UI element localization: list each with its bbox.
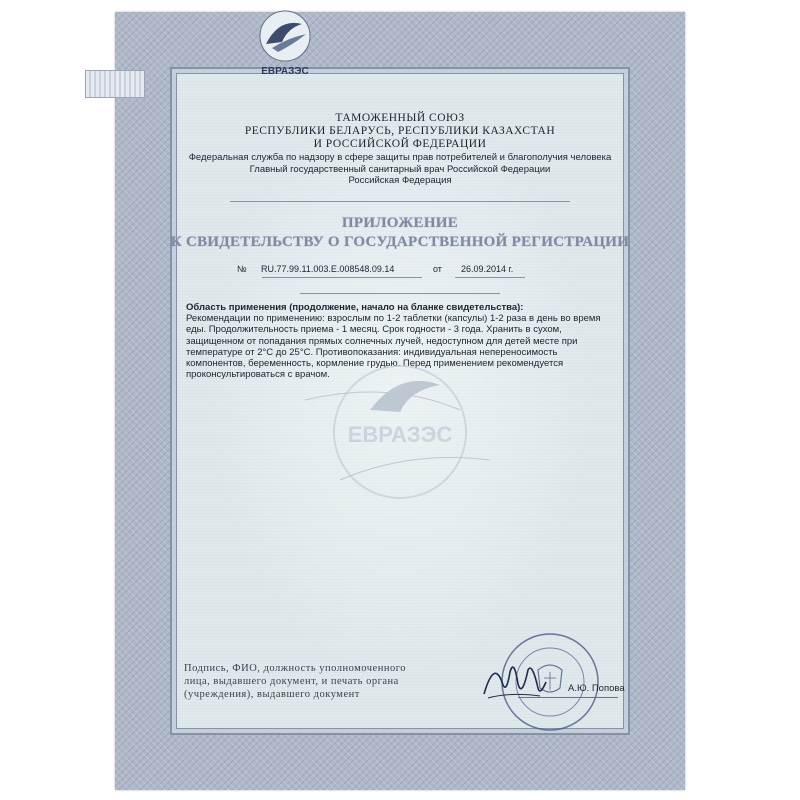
signature-caption-line-2: лица, выдавшего документ, и печать органа <box>184 676 399 687</box>
number-label: № <box>237 264 247 274</box>
union-line-3: И РОССИЙСКОЙ ФЕДЕРАЦИИ <box>313 138 487 150</box>
registration-number: RU.77.99.11.003.E.008548.09.14 <box>261 264 395 274</box>
signer-underline <box>518 697 618 698</box>
agency-line-3: Российская Федерация <box>348 175 452 186</box>
scope-text: Рекомендации по применению: взрослым по 1-2 таблетки (капсулы) 1-2 раза в день во время еды. Продолжительность приема - 1 месяц. Срок годности - 3 года. Хранить в сухом, защищенном от попадания прямых солнечных лучей, недоступном для детей месте при температуре от 2°С до 25°С. Противопоказания: индивидуальная непереносимость компонентов, беременность, кормление грудью. Перед применением рекомендуется проконсультироваться с врачом. <box>186 313 601 381</box>
security-serial-box <box>85 70 145 98</box>
signature-icon <box>480 652 550 708</box>
signature-caption-line-1: Подпись, ФИО, должность уполномоченного <box>184 663 406 674</box>
title-line-2: К СВИДЕТЕЛЬСТВУ О ГОСУДАРСТВЕННОЙ РЕГИСТРАЦИИ <box>170 234 630 250</box>
date-underline <box>455 277 525 278</box>
emblem-caption: ЕВРАЗЭС <box>261 66 309 77</box>
scope-heading: Область применения (продолжение, начало на бланке свидетельства): <box>186 302 524 313</box>
agency-block <box>60 152 740 187</box>
title-line-1: ПРИЛОЖЕНИЕ <box>341 215 459 231</box>
signer-name: А.Ю. Попова <box>568 683 625 694</box>
reg-fine-print-rule <box>300 293 500 294</box>
union-line-1: ТАМОЖЕННЫЙ СОЮЗ <box>335 112 465 124</box>
fine-print-rule <box>230 198 570 202</box>
union-line-2: РЕСПУБЛИКИ БЕЛАРУСЬ, РЕСПУБЛИКИ КАЗАХСТАН <box>244 125 556 137</box>
document-title <box>60 214 740 252</box>
agency-line-1: Федеральная служба по надзору в сфере защиты прав потребителей и благополучия человека <box>188 152 612 163</box>
number-underline <box>262 277 422 278</box>
union-title <box>60 112 740 151</box>
date-label: от <box>433 264 442 274</box>
watermark-text: ЕВРАЗЭС <box>347 422 453 447</box>
registration-date: 26.09.2014 г. <box>461 264 514 274</box>
signature-caption-line-3: (учреждения), выдавшего документ <box>184 689 360 700</box>
signature-caption <box>184 662 444 701</box>
registration-line <box>237 264 567 277</box>
eurasec-emblem-icon <box>244 8 326 82</box>
watermark-emblem-icon <box>300 350 500 510</box>
agency-line-2: Главный государственный санитарный врач Российской Федерации <box>249 163 551 175</box>
